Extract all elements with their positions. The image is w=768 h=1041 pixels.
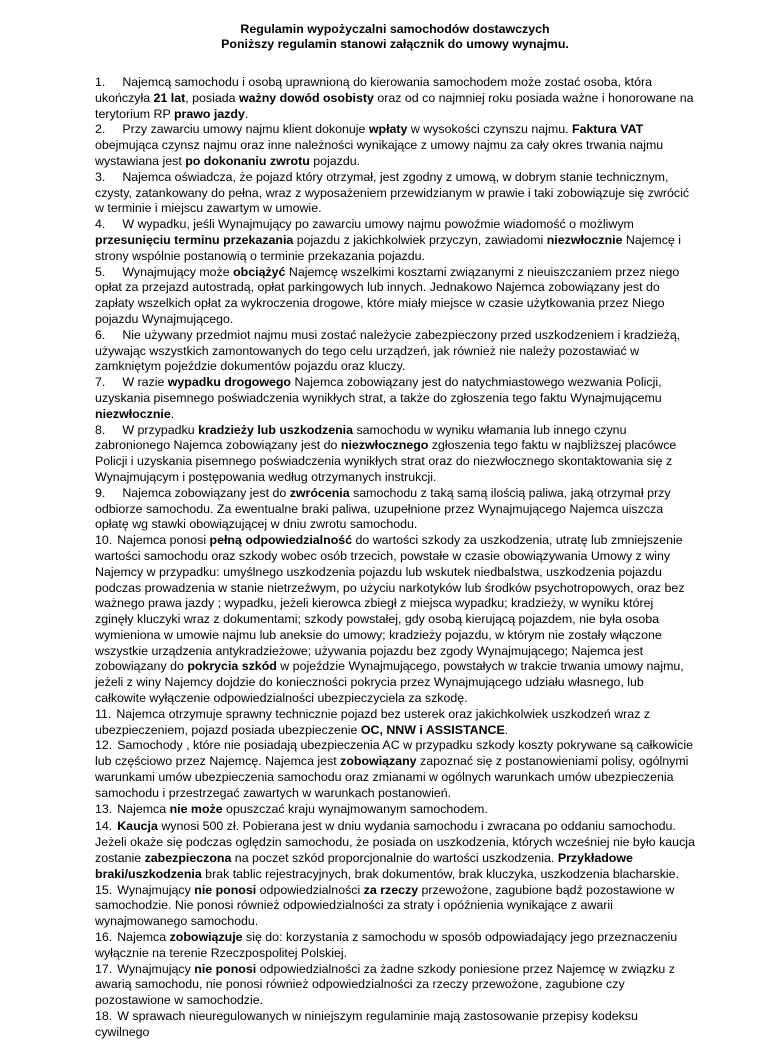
paragraph-number: 17.	[95, 961, 113, 976]
paragraph-text: pojazdu z jakichkolwiek przyczyn, zawiadomi	[293, 232, 547, 247]
paragraph-10	[95, 533, 695, 707]
paragraph-text: Najemca ponosi	[117, 533, 210, 548]
bold-term: nie ponosi	[194, 961, 257, 976]
bold-term: obciążyć	[233, 264, 286, 279]
paragraph-text: Najemcę wszelkimi kosztami związanymi z nieuiszczaniem przez niego opłat za przejazd autostradą, opłat parkingowych lub innych. Jednakowo Najemca zobowiązany jest do zapłaty wszelkich opłat za wykroczenia drogowe, które miały miejsce w czasie użytkowania przez Niego pojazdu Wynajmującego.	[95, 264, 680, 326]
bold-term: pokrycia szkód	[187, 659, 277, 674]
paragraph-8	[95, 423, 695, 486]
paragraph-number: 4.	[95, 217, 106, 232]
paragraph-text: Najemca zobowiązany jest do natychmiastowego wezwania Policji, uzyskania pisemnego poświadczenia wynikłych strat, a także do zgłoszenia tego faktu Wynajmującemu	[95, 375, 662, 405]
paragraph-text: odpowiedzialności	[256, 882, 364, 897]
paragraph-15	[95, 883, 695, 930]
paragraph-17	[95, 962, 695, 1009]
paragraph-5	[95, 265, 695, 328]
paragraph-text: się do: korzystania z samochodu w sposób odpowiadający jego przeznaczeniu wyłącznie na terenie Rzeczpospolitej Polskiej.	[95, 930, 678, 960]
paragraph-12	[95, 738, 695, 801]
paragraph-text: Najemca otrzymuje sprawny technicznie pojazd bez usterek oraz jakichkolwiek uszkodzeń wraz z ubezpieczeniem, pojazd posiada ubezpieczenie	[95, 706, 651, 737]
bold-term: Przykładowe braki/uszkodzenia	[95, 851, 633, 881]
paragraph-text: zapoznać się z postanowieniami polisy, ogólnymi warunkami umów ubezpieczenia samochodu oraz zmianami w ogólnych warunkach umów ubezpieczenia samochodu i przestrzegać zawartych w warunkach postanowień.	[95, 754, 689, 800]
paragraph-text: Samochody , które nie posiadają ubezpieczenia AC w przypadku szkody koszty pokrywane są całkowicie lub częściowo przez Najemcę. Najemca jest	[95, 738, 694, 769]
paragraph-text: Wynajmujący	[117, 961, 195, 976]
paragraph-text: W wypadku, jeśli Wynajmujący po zawarciu umowy najmu powoźmie wiadomość o możliwym	[122, 217, 634, 232]
paragraph-text: obejmująca czynsz najmu oraz inne należności wynikające z umowy najmu za cały okres trwania najmu wystawiana jest	[95, 138, 664, 168]
bold-term: zabezpieczona	[144, 851, 232, 866]
paragraph-number: 12.	[95, 738, 113, 753]
bold-term: prawo jazdy	[173, 106, 245, 121]
title-spacer	[95, 52, 695, 75]
paragraph-text: Najemca	[117, 801, 170, 816]
bold-term: OC, NNW i ASSISTANCE	[360, 722, 505, 737]
bold-term: wypadku drogowego	[167, 375, 292, 390]
paragraph-14	[95, 819, 695, 882]
paragraph-text: do wartości szkody za uszkodzenia, utratę lub zmniejszenie wartości samochodu oraz szkody wobec osób trzecich, powstałe w czasie obowiązywania Umowy z winy Najemcy w przypadku: umyślnego uszkodzenia pojazdu lub wskutek niedbalstwa, uszkodzenia pojazdu podczas prowadzenia w stanie nietrzeźwym, po użyciu narkotyków lub środków psychotropowych, oraz bez ważnego prawa jazdy ; wypadku, jeżeli kierowca zbiegł z miejsca wypadku; kradzieży, w wyniku której zginęły kluczyki wraz z dokumentami; szkody powstałej, gdy osobą kierującą pojazdem, nie była osoba wymieniona w umowie najmu lub aneksie do umowy; kradzieży pojazdu, w którym nie zostały włączone wszystkie urządzenia antykradzieżowe; używania pojazdu bez zgody Wynajmującego; Najemca jest zobowiązany do	[95, 533, 685, 674]
bold-term: pełną odpowiedzialność	[209, 533, 353, 548]
bold-term: niezwłocznie	[546, 232, 623, 247]
document-title: Regulamin wypożyczalni samochodów dostawczych	[240, 22, 550, 36]
paragraph-number: 9.	[95, 485, 106, 500]
paragraph-text: Najemcą samochodu i osobą uprawnioną do kierowania samochodem może zostać osoba, która ukończyła	[95, 75, 652, 105]
paragraph-text: Najemca oświadcza, że pojazd który otrzymał, jest zgodny z umową, w dobrym stanie technicznym, czysty, zatankowany do pełna, wraz z wyposażeniem przewidzianym w prawie i taki zobowiązuje się zwrócić w terminie i miejscu zawartym w umowie.	[95, 169, 690, 216]
paragraph-text: brak tablic rejestracyjnych, brak dokumentów, brak kluczyka, uszkodzenia blacharskie.	[201, 866, 679, 881]
paragraph-text: oraz od co najmniej roku posiada ważne i honorowane na terytorium RP	[95, 90, 694, 121]
bold-term: za rzeczy	[363, 882, 419, 897]
bold-term: niezwłocznie	[95, 406, 171, 421]
bold-term: Faktura VAT	[572, 122, 644, 137]
bold-term: Kaucja	[117, 819, 158, 834]
paragraph-number: 8.	[95, 422, 106, 437]
paragraph-text: , posiada	[185, 90, 239, 105]
paragraph-7	[95, 375, 695, 422]
paragraph-number: 14.	[95, 819, 113, 834]
paragraph-text: .	[244, 106, 249, 121]
bold-term: zobowiązuje	[169, 930, 243, 945]
paragraph-number: 1.	[95, 75, 106, 89]
paragraph-number: 13.	[95, 801, 113, 816]
bold-term: nie ponosi	[194, 882, 257, 897]
paragraph-number: 2.	[95, 122, 106, 137]
paragraph-number: 11.	[95, 706, 112, 721]
paragraph-number: 5.	[95, 264, 106, 279]
paragraph-text: samochodu z taką samą ilością paliwa, jaką otrzymał przy odbiorze samochodu. Za ewentualne braki paliwa, uzupełnione przez Wynajmującego Najemca uiszcza opłatę wg stawki obowiązującej w dniu zwrotu samochodu.	[95, 485, 671, 532]
paragraph-text: .	[170, 406, 175, 421]
paragraph-16	[95, 930, 695, 962]
paragraph-11	[95, 707, 695, 739]
bold-term: 21 lat	[153, 90, 186, 105]
paragraph-2	[95, 122, 695, 169]
paragraph-number: 18.	[95, 1009, 113, 1024]
paragraph-6	[95, 328, 695, 375]
paragraph-number: 16.	[95, 930, 113, 945]
bold-term: ważny dowód osobisty	[238, 90, 374, 105]
paragraph-9	[95, 486, 695, 533]
paragraph-text: Nie używany przedmiot najmu musi zostać należycie zabezpieczony przed uszkodzeniem i kradzieżą, używając wszystkich zamontowanych do tego celu urządzeń, jak również nie należy pozostawiać w zamkniętym pojeździe dokumentów pojazdu oraz kluczy.	[95, 327, 681, 374]
paragraph-18	[95, 1009, 695, 1041]
paragraph-4	[95, 217, 695, 264]
bold-term: po dokonaniu zwrotu	[185, 153, 310, 168]
bold-term: niezwłocznego	[340, 438, 429, 453]
paragraph-text: Najemcę i strony wspólnie postanowią o terminie przekazania pojazdu.	[95, 232, 682, 263]
paragraph-number: 7.	[95, 375, 106, 390]
paragraph-text: .	[504, 722, 509, 737]
paragraph-text: w pojeździe Wynajmującego, powstałych w trakcie trwania umowy najmu, jeżeli z winy Najemcy dojdzie do konieczności pokrycia przez Wynajmującego udziału własnego, lub całkowite wyłączenie odpowiedzialności ubezpieczyciela za szkodę.	[95, 659, 684, 706]
paragraph-text: W sprawach nieuregulowanych w niniejszym regulaminie mają zastosowanie przepisy kodeksu cywilnego	[95, 1009, 638, 1039]
paragraph-text: W przypadku	[122, 422, 199, 437]
paragraph-1	[95, 75, 695, 122]
paragraph-text: wynosi 500 zł. Pobierana jest w dniu wydania samochodu i zwracana po oddaniu samochodu. Jeżeli okaże się podczas oględzin samochodu, że posiada on uszkodzenia, których wcześniej nie było kaucja zostanie	[95, 819, 695, 866]
paragraph-number: 15.	[95, 882, 113, 897]
paragraph-text: przewożone, zagubione bądź pozostawione w samochodzie. Nie ponosi również odpowiedzialności za straty i opóźnienia wynikające z awarii wynajmowanego samochodu.	[95, 882, 675, 929]
paragraph-text: opuszczać kraju wynajmowanym samochodem.	[222, 801, 488, 816]
bold-term: kradzieży lub uszkodzenia	[198, 422, 354, 437]
document-subtitle: Poniższy regulamin stanowi załącznik do umowy wynajmu.	[221, 37, 569, 51]
regulation-paragraphs	[95, 75, 695, 1041]
bold-term: wpłaty	[368, 122, 408, 137]
paragraph-text: Przy zawarciu umowy najmu klient dokonuje	[122, 122, 369, 137]
paragraph-number: 6.	[95, 327, 106, 342]
document-page	[95, 22, 695, 1041]
bold-term: zobowiązany	[340, 754, 417, 769]
paragraph-13	[95, 802, 695, 818]
paragraph-text: odpowiedzialności za żadne szkody poniesione przez Najemcę w związku z awarią samochodu, nie ponosi również odpowiedzialności za rzeczy przewożone, zagubione czy pozostawione w samochodzie.	[95, 961, 675, 1008]
bold-term: nie może	[169, 801, 223, 816]
paragraph-text: samochodu w wyniku włamania lub innego czynu zabronionego Najemca zobowiązany jest do	[95, 422, 627, 453]
paragraph-text: Najemca	[117, 930, 170, 945]
paragraph-number: 10.	[95, 533, 113, 548]
bold-term: zwrócenia	[289, 485, 350, 500]
paragraph-text: Wynajmujący	[117, 882, 195, 897]
paragraph-text: Wynajmujący może	[122, 264, 234, 279]
paragraph-text: pojazdu.	[309, 153, 361, 168]
bold-term: przesunięciu terminu przekazania	[95, 232, 294, 247]
paragraph-text: na poczet szkód proporcjonalnie do wartości uszkodzenia.	[231, 851, 558, 866]
paragraph-number: 3.	[95, 169, 106, 184]
paragraph-text: zgłoszenia tego faktu w najbliższej placówce Policji i uzyskania pisemnego poświadczenia wynikłych strat oraz do niezwłocznego skontaktowania się z Wynajmującym i postępowania według otrzymanych instrukcji.	[95, 438, 677, 484]
paragraph-text: W razie	[122, 375, 168, 390]
paragraph-text: Najemca zobowiązany jest do	[122, 485, 290, 500]
paragraph-3	[95, 170, 695, 217]
paragraph-text: w wysokości czynszu najmu.	[407, 122, 573, 137]
